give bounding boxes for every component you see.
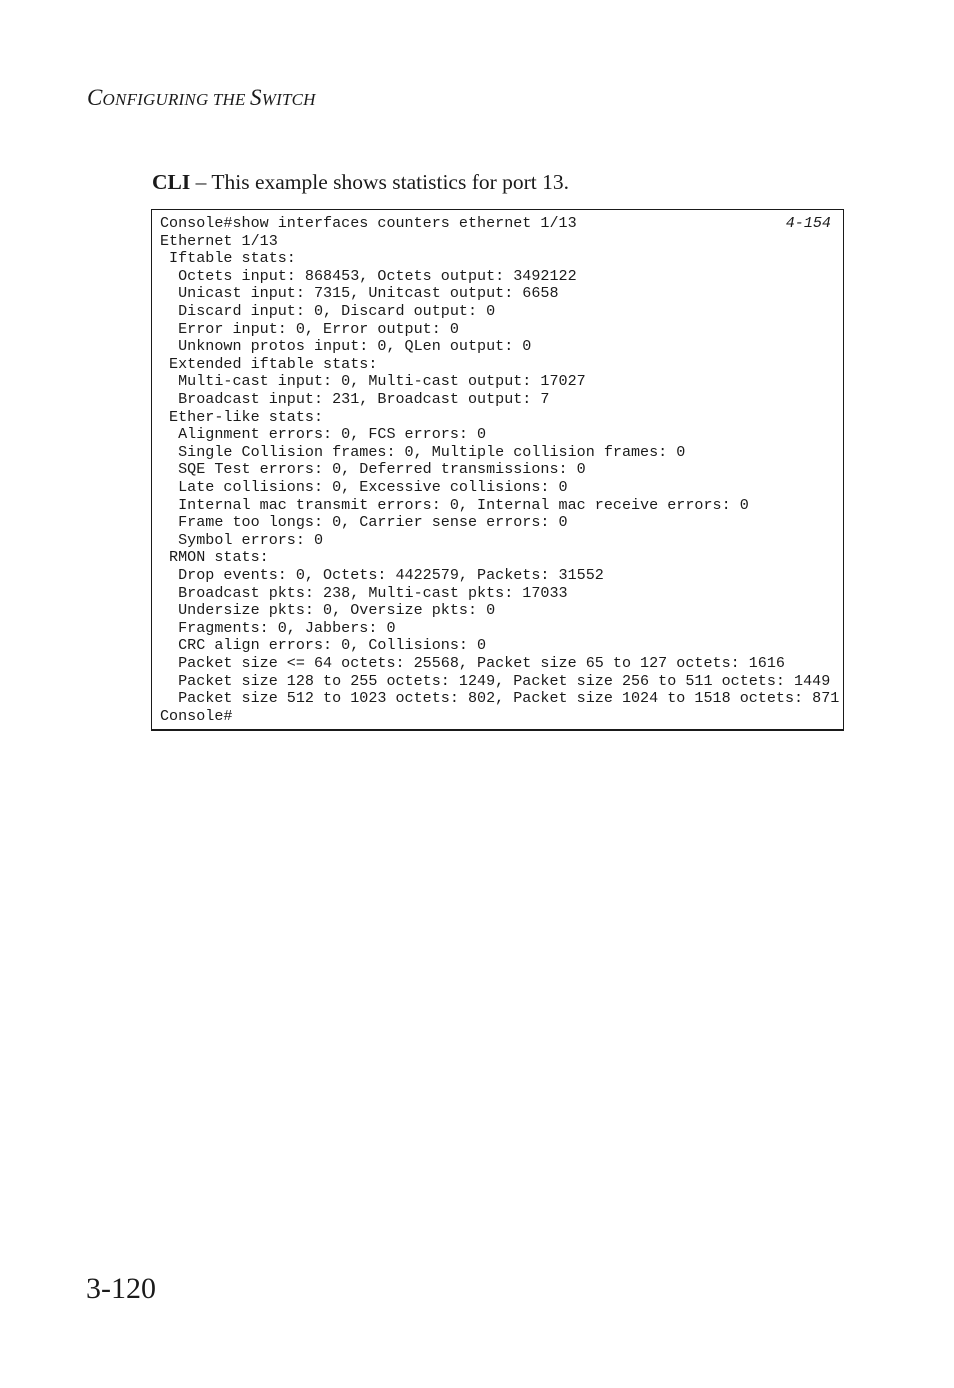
code-line: Unicast input: 7315, Unitcast output: 6658 bbox=[160, 284, 559, 303]
code-line: Frame too longs: 0, Carrier sense errors: 0 bbox=[160, 513, 568, 532]
code-line: Undersize pkts: 0, Oversize pkts: 0 bbox=[160, 601, 496, 620]
code-line: CRC align errors: 0, Collisions: 0 bbox=[160, 636, 487, 655]
header-initial-c: C bbox=[87, 85, 103, 110]
code-line: Ethernet 1/13 bbox=[160, 231, 278, 250]
cli-label: CLI bbox=[152, 170, 191, 194]
code-line: Extended iftable stats: bbox=[160, 354, 378, 373]
cli-intro-paragraph bbox=[152, 168, 569, 196]
code-line: Fragments: 0, Jabbers: 0 bbox=[160, 618, 396, 637]
code-line: RMON stats: bbox=[160, 548, 269, 567]
code-line: Console# bbox=[160, 706, 233, 725]
code-line: Iftable stats: bbox=[160, 249, 296, 268]
code-line: Multi-cast input: 0, Multi-cast output: 17027 bbox=[160, 372, 586, 391]
running-header bbox=[87, 84, 316, 114]
code-line: Packet size 512 to 1023 octets: 802, Packet size 1024 to 1518 octets: 871 bbox=[160, 689, 840, 708]
cli-intro-text: – This example shows statistics for port 13. bbox=[190, 170, 570, 194]
cli-code-box bbox=[151, 209, 844, 731]
code-line: Broadcast pkts: 238, Multi-cast pkts: 17033 bbox=[160, 583, 568, 602]
code-line: Octets input: 868453, Octets output: 3492122 bbox=[160, 266, 577, 285]
code-line: Packet size <= 64 octets: 25568, Packet size 65 to 127 octets: 1616 bbox=[160, 654, 785, 672]
header-text-configuring: ONFIGURING THE bbox=[102, 90, 251, 109]
code-line: Drop events: 0, Octets: 4422579, Packets: 31552 bbox=[160, 566, 604, 584]
code-line: Single Collision frames: 0, Multiple collision frames: 0 bbox=[160, 442, 686, 461]
code-line: SQE Test errors: 0, Deferred transmissions: 0 bbox=[160, 460, 586, 479]
code-line: Late collisions: 0, Excessive collisions: 0 bbox=[160, 478, 568, 496]
code-line: Broadcast input: 231, Broadcast output: 7 bbox=[160, 390, 550, 408]
code-line: Console#show interfaces counters ethernet 1/13 bbox=[160, 214, 577, 232]
page-number: 3-120 bbox=[86, 1272, 156, 1305]
code-line: Error input: 0, Error output: 0 bbox=[160, 319, 459, 338]
code-line: Ether-like stats: bbox=[160, 407, 324, 426]
code-line: Discard input: 0, Discard output: 0 bbox=[160, 302, 496, 320]
command-reference: 4-154 bbox=[785, 214, 831, 232]
code-line: Unknown protos input: 0, QLen output: 0 bbox=[160, 337, 532, 356]
header-text-witch: WITCH bbox=[261, 90, 316, 109]
code-line: Packet size 128 to 255 octets: 1249, Packet size 256 to 511 octets: 1449 bbox=[160, 671, 831, 690]
code-line: Alignment errors: 0, FCS errors: 0 bbox=[160, 425, 487, 444]
code-line: Symbol errors: 0 bbox=[160, 530, 324, 549]
code-line: Internal mac transmit errors: 0, Internal mac receive errors: 0 bbox=[160, 495, 749, 514]
header-initial-s: S bbox=[250, 85, 262, 110]
